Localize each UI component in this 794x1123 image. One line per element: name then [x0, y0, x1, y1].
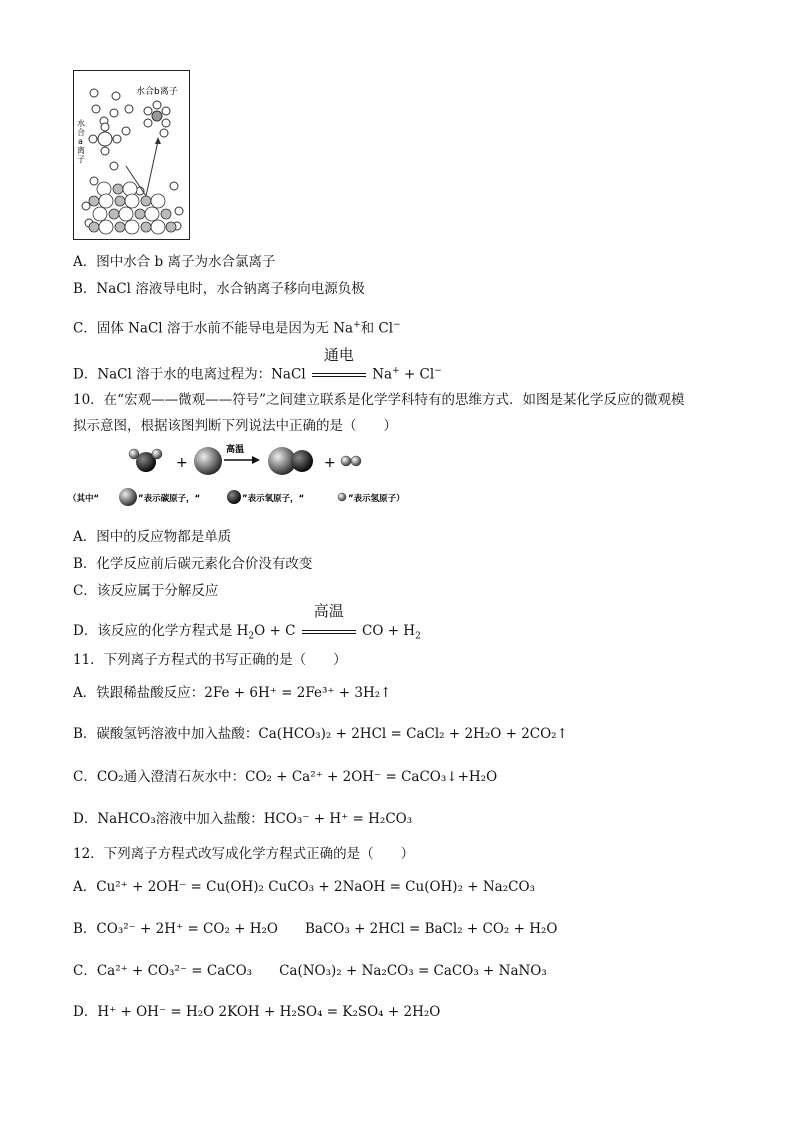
hydrated-b-ion — [144, 101, 170, 127]
svg-text:（其中“: （其中“ — [68, 494, 100, 504]
q12-option-a: A．Cu²⁺ + 2OH⁻ = Cu(OH)₂ CuCO₃ + 2NaOH = Cu(OH)₂ + Na₂CO₃ — [73, 879, 535, 895]
svg-text:”表示氧原子，“: ”表示氧原子，“ — [242, 494, 305, 504]
nacl-dissolution-figure — [73, 70, 190, 240]
q10-option-a: A．图中的反应物都是单质 — [73, 529, 232, 545]
svg-text:a: a — [78, 137, 83, 146]
q10-option-b: B．化学反应前后碳元素化合价没有改变 — [73, 556, 313, 572]
q9-option-a: A．图中水合 b 离子为水合氯离子 — [73, 254, 276, 270]
label-hydrated-a — [77, 118, 85, 164]
hydrated-a-ion — [89, 123, 121, 155]
svg-text:水: 水 — [77, 119, 85, 128]
svg-text:+: + — [176, 455, 188, 471]
q12-option-b: B．CO₃²⁻ + 2H⁺ = CO₂ + H₂O BaCO₃ + 2HCl = BaCl₂ + CO₂ + H₂O — [73, 921, 558, 937]
nacl-crystal-lattice — [89, 182, 176, 234]
reaction-micro-svg — [68, 440, 420, 510]
carbon-atom — [194, 447, 222, 475]
q9-option-b: B．NaCl 溶液导电时，水合钠离子移向电源负极 — [73, 281, 365, 297]
water-molecule — [129, 449, 162, 472]
q11-option-a: A．铁跟稀盐酸反应：2Fe + 6H⁺ = 2Fe³⁺ + 3H₂↑ — [73, 685, 392, 701]
q10-stem-line1: 10．在“宏观——微观——符号”之间建立联系是化学学科特有的思维方式．如图是某化学反应的微观模 — [73, 392, 685, 408]
nacl-dissolution-svg — [74, 71, 188, 238]
reaction-micro-figure — [68, 440, 420, 510]
q9-option-c: C．固体 NaCl 溶于水前不能导电是因为无 Na+和 Cl− — [73, 320, 401, 337]
q12-option-d: D．H⁺ + OH⁻ = H₂O 2KOH + H₂SO₄ = K₂SO₄ + 2H₂O — [73, 1004, 441, 1020]
co-molecule — [268, 447, 313, 475]
legend-hydrogen-icon — [338, 493, 346, 501]
q10-option-c: C．该反应属于分解反应 — [73, 583, 219, 599]
svg-text:”表示碳原子，“: ”表示碳原子，“ — [138, 494, 201, 504]
reaction-condition-arrow: 通电 — [310, 366, 368, 384]
q11-option-c: C．CO₂通入澄清石灰水中：CO₂ + Ca²⁺ + 2OH⁻ = CaCO₃↓+H₂O — [73, 769, 498, 785]
figure-legend — [68, 488, 405, 506]
svg-text:合: 合 — [77, 128, 85, 137]
legend-carbon-icon — [119, 488, 137, 506]
svg-text:离: 离 — [77, 146, 85, 155]
svg-text:子: 子 — [77, 155, 85, 164]
q11-option-b: B．碳酸氢钙溶液中加入盐酸：Ca(HCO₃)₂ + 2HCl = CaCl₂ + 2H₂O + 2CO₂↑ — [73, 726, 568, 742]
q12-stem: 12．下列离子方程式改写成化学方程式正确的是（ ） — [73, 846, 415, 862]
svg-text:”表示氢原子）: ”表示氢原子） — [348, 494, 405, 504]
reaction-condition-arrow-q10: 高温 — [300, 622, 358, 640]
svg-text:+: + — [324, 455, 336, 471]
q10-option-d: D．该反应的化学方程式是 $H_2O + C$ 高温 CO + $H_2$ — [73, 602, 421, 642]
arrow-label-high-temp: 高温 — [226, 445, 245, 455]
label-hydrated-b: 水合b离子 — [136, 87, 178, 97]
q11-option-d: D．NaHCO₃溶液中加入盐酸：HCO₃⁻ + H⁺ = H₂CO₃ — [73, 811, 413, 827]
legend-oxygen-icon — [227, 490, 241, 504]
q11-stem: 11．下列离子方程式的书写正确的是（ ） — [73, 652, 347, 668]
q9-option-d: D．NaCl 溶于水的电离过程为：NaCl 通电 Na+ + Cl− — [73, 345, 442, 383]
h2-molecule — [341, 456, 361, 466]
q12-option-c: C．Ca²⁺ + CO₃²⁻ = CaCO₃ Ca(NO₃)₂ + Na₂CO₃ = CaCO₃ + NaNO₃ — [73, 963, 547, 979]
q10-stem-line2: 拟示意图，根据该图判断下列说法中正确的是（ ） — [73, 418, 397, 434]
